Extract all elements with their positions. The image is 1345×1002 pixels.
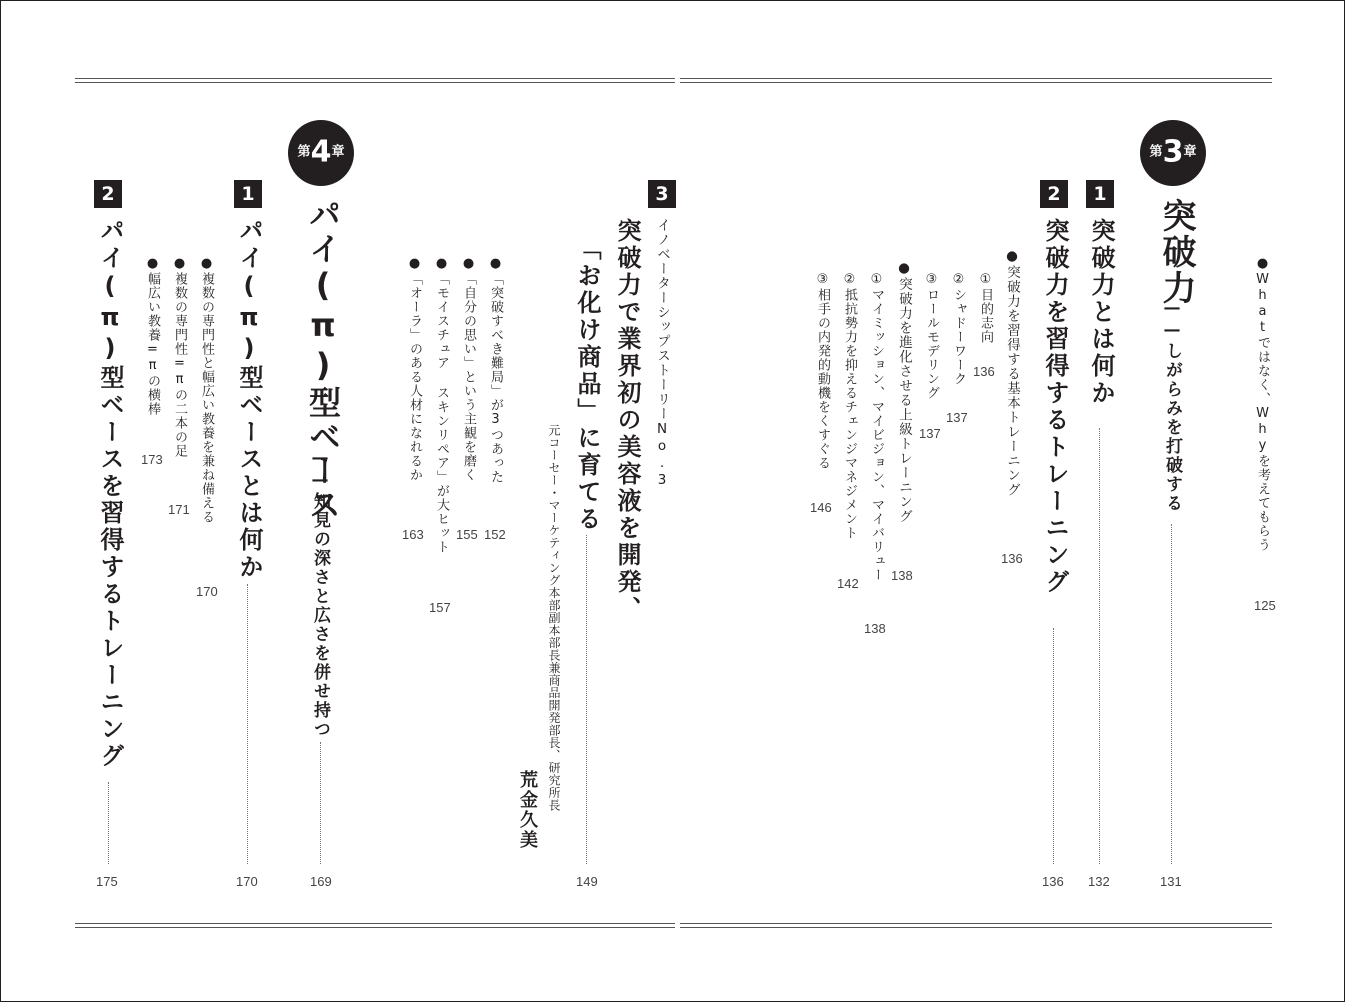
advanced-item-3: ③相手の内発的動機をくすぐる (815, 272, 830, 470)
intro-page: 125 (1254, 598, 1276, 613)
top-rule-left (75, 78, 675, 83)
advanced-training-heading: ●突破力を進化させる上級トレーニング (896, 260, 912, 524)
advanced-item-1-page: 138 (864, 621, 886, 636)
section1-badge: 1 (1086, 180, 1114, 208)
ch4-section1-leader (247, 584, 248, 864)
advanced-item-2: ②抵抗勢力を抑えるチェンジマネジメント (842, 272, 857, 540)
story-bullet-3: ●「モイスチュア スキンリペア」が大ヒット (434, 256, 449, 554)
ch4-s1-bullet-3-page: 173 (141, 452, 163, 467)
ch4-s1-bullet-2: ●複数の専門性=πの二本の足 (172, 256, 187, 458)
chapter4-title: パイ(π)型ベース (304, 198, 342, 522)
chapter3-leader (1171, 524, 1172, 864)
chapter4-page: 169 (310, 874, 332, 889)
story-author-role: 元コーセー・マーケティング本部副本部長兼商品開発部長、研究所長 (547, 424, 561, 812)
story-bullet-3-page: 157 (429, 600, 451, 615)
story-title-line1: 突破力で業界初の美容液を開発、 (613, 218, 641, 623)
section2-leader (1053, 628, 1054, 864)
chapter4-subtitle: ——知見の深さと広さを併せ持つ (310, 448, 330, 739)
chapter4-badge: 第4章 (288, 120, 354, 186)
story-bullet-4-page: 163 (402, 527, 424, 542)
ch4-s1-bullet-1-page: 170 (196, 584, 218, 599)
story-bullet-2-page: 155 (456, 527, 478, 542)
advanced-training-page: 138 (891, 568, 913, 583)
section2-badge: 2 (1040, 180, 1068, 208)
story-bullet-1-page: 152 (484, 527, 506, 542)
section2-page: 136 (1042, 874, 1064, 889)
story-bullet-4: ●「オーラ」のある人材になれるか (407, 256, 422, 482)
story-bullet-2: ●「自分の思い」という主観を磨く (461, 256, 476, 482)
basic-item-3-page: 137 (919, 426, 941, 441)
intro-line: ●Whatではなく、Whyを考えてもらう (1255, 256, 1270, 552)
story-bullet-1: ●「突破すべき難局」が3つあった (488, 256, 503, 484)
advanced-item-2-page: 142 (837, 576, 859, 591)
section1-title: 突破力とは何か (1087, 218, 1115, 407)
chapter3-badge: 第3章 (1140, 120, 1206, 186)
chapter3-page: 131 (1160, 874, 1182, 889)
ch4-section2-page: 175 (96, 874, 118, 889)
story-title-line2: 「お化け商品」に育てる (573, 236, 601, 533)
story-author-name: 荒金久美 (517, 770, 538, 850)
advanced-item-3-page: 146 (810, 500, 832, 515)
ch4-section1-page: 170 (236, 874, 258, 889)
section1-page: 132 (1088, 874, 1110, 889)
ch4-s1-bullet-2-page: 171 (168, 502, 190, 517)
basic-item-1-page: 136 (973, 364, 995, 379)
advanced-item-1: ①マイミッション、マイビジョン、マイバリュー (869, 272, 884, 582)
story-badge: 3 (648, 180, 676, 208)
story-label: イノベーターシップストーリーNo.3 (654, 218, 670, 489)
section1-leader (1099, 428, 1100, 864)
bottom-rule-left (75, 923, 675, 928)
chapter4-leader (320, 742, 321, 864)
ch4-section1-badge: 1 (234, 180, 262, 208)
ch4-section2-leader (108, 782, 109, 864)
story-page: 149 (576, 874, 598, 889)
ch4-s1-bullet-1: ●複数の専門性と幅広い教養を兼ね備える (199, 256, 214, 524)
ch4-section2-title: パイ(π)型ベースを習得するトレーニング (96, 218, 124, 770)
ch4-s1-bullet-3: ●幅広い教養=πの横棒 (145, 256, 160, 416)
story-leader (586, 535, 587, 864)
basic-item-2-page: 137 (946, 410, 968, 425)
basic-item-1: ①目的志向 (978, 272, 993, 344)
section2-title: 突破力を習得するトレーニング (1041, 218, 1069, 596)
basic-training-heading: ●突破力を習得する基本トレーニング (1004, 248, 1020, 497)
chapter3-title: 突破力 (1156, 198, 1196, 306)
chapter3-subtitle: ——しがらみを打破する (1162, 298, 1182, 513)
ch4-section1-title: パイ(π)型ベースとは何か (235, 218, 263, 581)
top-rule-right (680, 78, 1272, 83)
basic-item-2: ②シャドーワーク (951, 272, 966, 386)
bottom-rule-right (680, 923, 1272, 928)
ch4-section2-badge: 2 (94, 180, 122, 208)
basic-item-3: ③ロールモデリング (924, 272, 939, 400)
basic-training-page: 136 (1001, 551, 1023, 566)
